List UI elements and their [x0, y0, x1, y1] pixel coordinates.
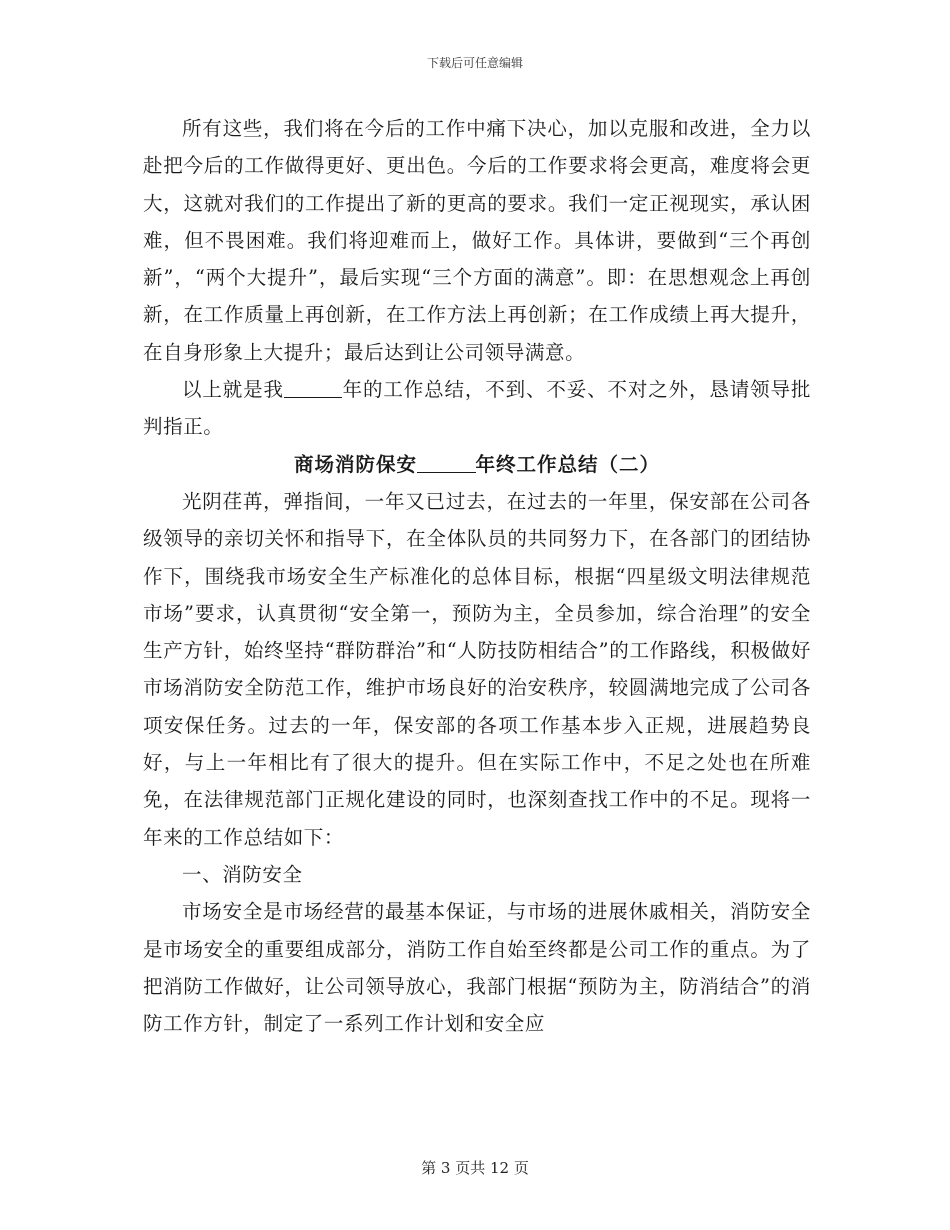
page-header: 下载后可任意编辑: [426, 56, 523, 70]
section-title: [143, 446, 811, 483]
title-year-blank: [417, 452, 476, 473]
section-title-end: 年终工作总结（二）: [475, 452, 661, 476]
conclusion-text-start: 以上就是我: [182, 378, 284, 402]
paragraph-fire-safety: 市场安全是市场经营的最基本保证，与市场的进展休戚相关，消防安全是市场安全的重要组成部分，消防工作自始至终都是公司工作的重点。为了把消防工作做好，让公司领导放心，我部门根据“预防为主，防消结合”的消防工作方针，制定了一系列工作计划和安全应: [143, 900, 811, 1036]
paragraph-closing-plan: 所有这些，我们将在今后的工作中痛下决心，加以克服和改进，全力以赴把今后的工作做得更好、更出色。今后的工作要求将会更高，难度将会更大，这就对我们的工作提出了新的更高的要求。我们一定正视现实，承认困难，但不畏困难。我们将迎难而上，做好工作。具体讲，要做到“三个再创新”，“两个大提升”，最后实现“三个方面的满意”。即：在思想观念上再创新，在工作质量上再创新，在工作方法上再创新；在工作成绩上再大提升，在自身形象上大提升；最后达到让公司领导满意。: [143, 117, 811, 364]
page-footer: 第 3 页共 12 页: [421, 1159, 529, 1177]
document-body: [143, 110, 811, 1042]
year-blank: [284, 378, 343, 399]
conclusion-text-end: 年的工作总结，不到、不妥、不对之外，恳请领导批判指正。: [143, 378, 811, 439]
subheading-fire-safety: 一、消防安全: [182, 862, 303, 886]
paragraph-conclusion: [143, 371, 811, 446]
paragraph-intro: 光阴荏苒，弹指间，一年又已过去，在过去的一年里，保安部在公司各级领导的亲切关怀和指导下，在全体队员的共同努力下，在各部门的团结协作下，围绕我市场安全生产标准化的总体目标，根据“四星级文明法律规范市场”要求，认真贯彻“安全第一，预防为主，全员参加，综合治理”的安全生产方针，始终坚持“群防群治”和“人防技防相结合”的工作路线，积极做好市场消防安全防范工作，维护市场良好的治安秩序，较圆满地完成了公司各项安保任务。过去的一年，保安部的各项工作基本步入正规，进展趋势良好，与上一年相比有了很大的提升。但在实际工作中，不足之处也在所难免，在法律规范部门正规化建设的同时，也深刻查找工作中的不足。现将一年来的工作总结如下：: [143, 489, 811, 849]
section-title-start: 商场消防保安: [293, 452, 417, 476]
